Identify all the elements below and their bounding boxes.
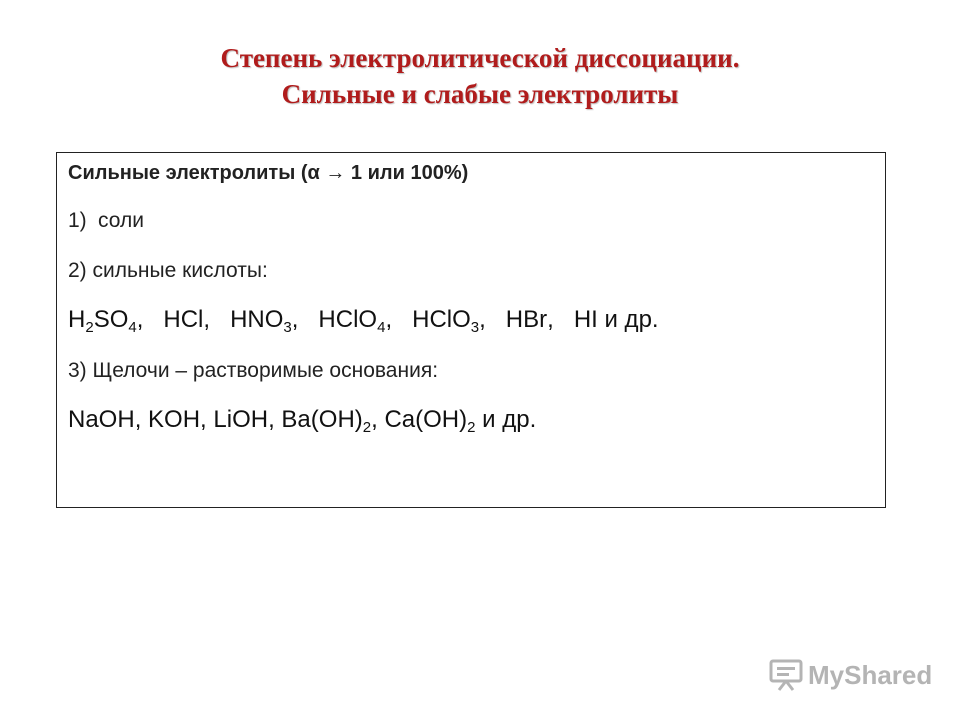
box-heading: Сильные электролиты (α → 1 или 100%) (68, 162, 469, 184)
list-item-strong-acids: 2) сильные кислоты: (68, 259, 268, 282)
bases-formula-line: NaOH, KOH, LiOH, $Ba(OH)_2$, $Ca(OH)_2$ и др. (68, 406, 537, 436)
formula-baoh2: $Ba(OH)_2$ (281, 406, 372, 436)
formula-hclo3: HClO$_3$ (412, 306, 480, 336)
item-number: 1) (68, 209, 87, 232)
slide-title (0, 40, 960, 112)
formula-h2so4: $H_2SO_4$ (68, 306, 137, 336)
formula-caoh2: $Ca(OH)_2$ (384, 406, 476, 436)
acids-formula-line: $H_2SO_4$, HCl, $HNO_3$, HClO$_4$, HClO$_3$, HBr, HI и др. (68, 306, 659, 336)
title-line-2: Сильные и слабые электролиты (281, 79, 679, 109)
formula-hi: HI (573, 306, 598, 333)
formula-naoh: NaOH (68, 406, 135, 433)
acids-tail: и др. (604, 306, 659, 333)
formula-hclo4: HClO$_4$ (318, 306, 386, 336)
list-item-alkalis: 3) Щелочи – растворимые основания: (68, 359, 439, 382)
formula-hno3: $HNO_3$ (230, 306, 292, 336)
list-item-salts (68, 209, 144, 233)
title-line-1: Степень электролитической диссоциации. (220, 43, 740, 73)
bases-tail: и др. (482, 406, 537, 433)
formula-hcl: HCl (163, 306, 204, 333)
formula-lioh: LiOH (213, 406, 269, 433)
formula-koh: KOH (148, 406, 201, 433)
item-text: соли (98, 209, 144, 232)
content-box (56, 152, 886, 508)
myshared-watermark (768, 656, 932, 694)
presentation-icon (768, 658, 804, 692)
formula-hbr: HBr (505, 306, 548, 333)
watermark-text: MyShared (808, 659, 933, 690)
